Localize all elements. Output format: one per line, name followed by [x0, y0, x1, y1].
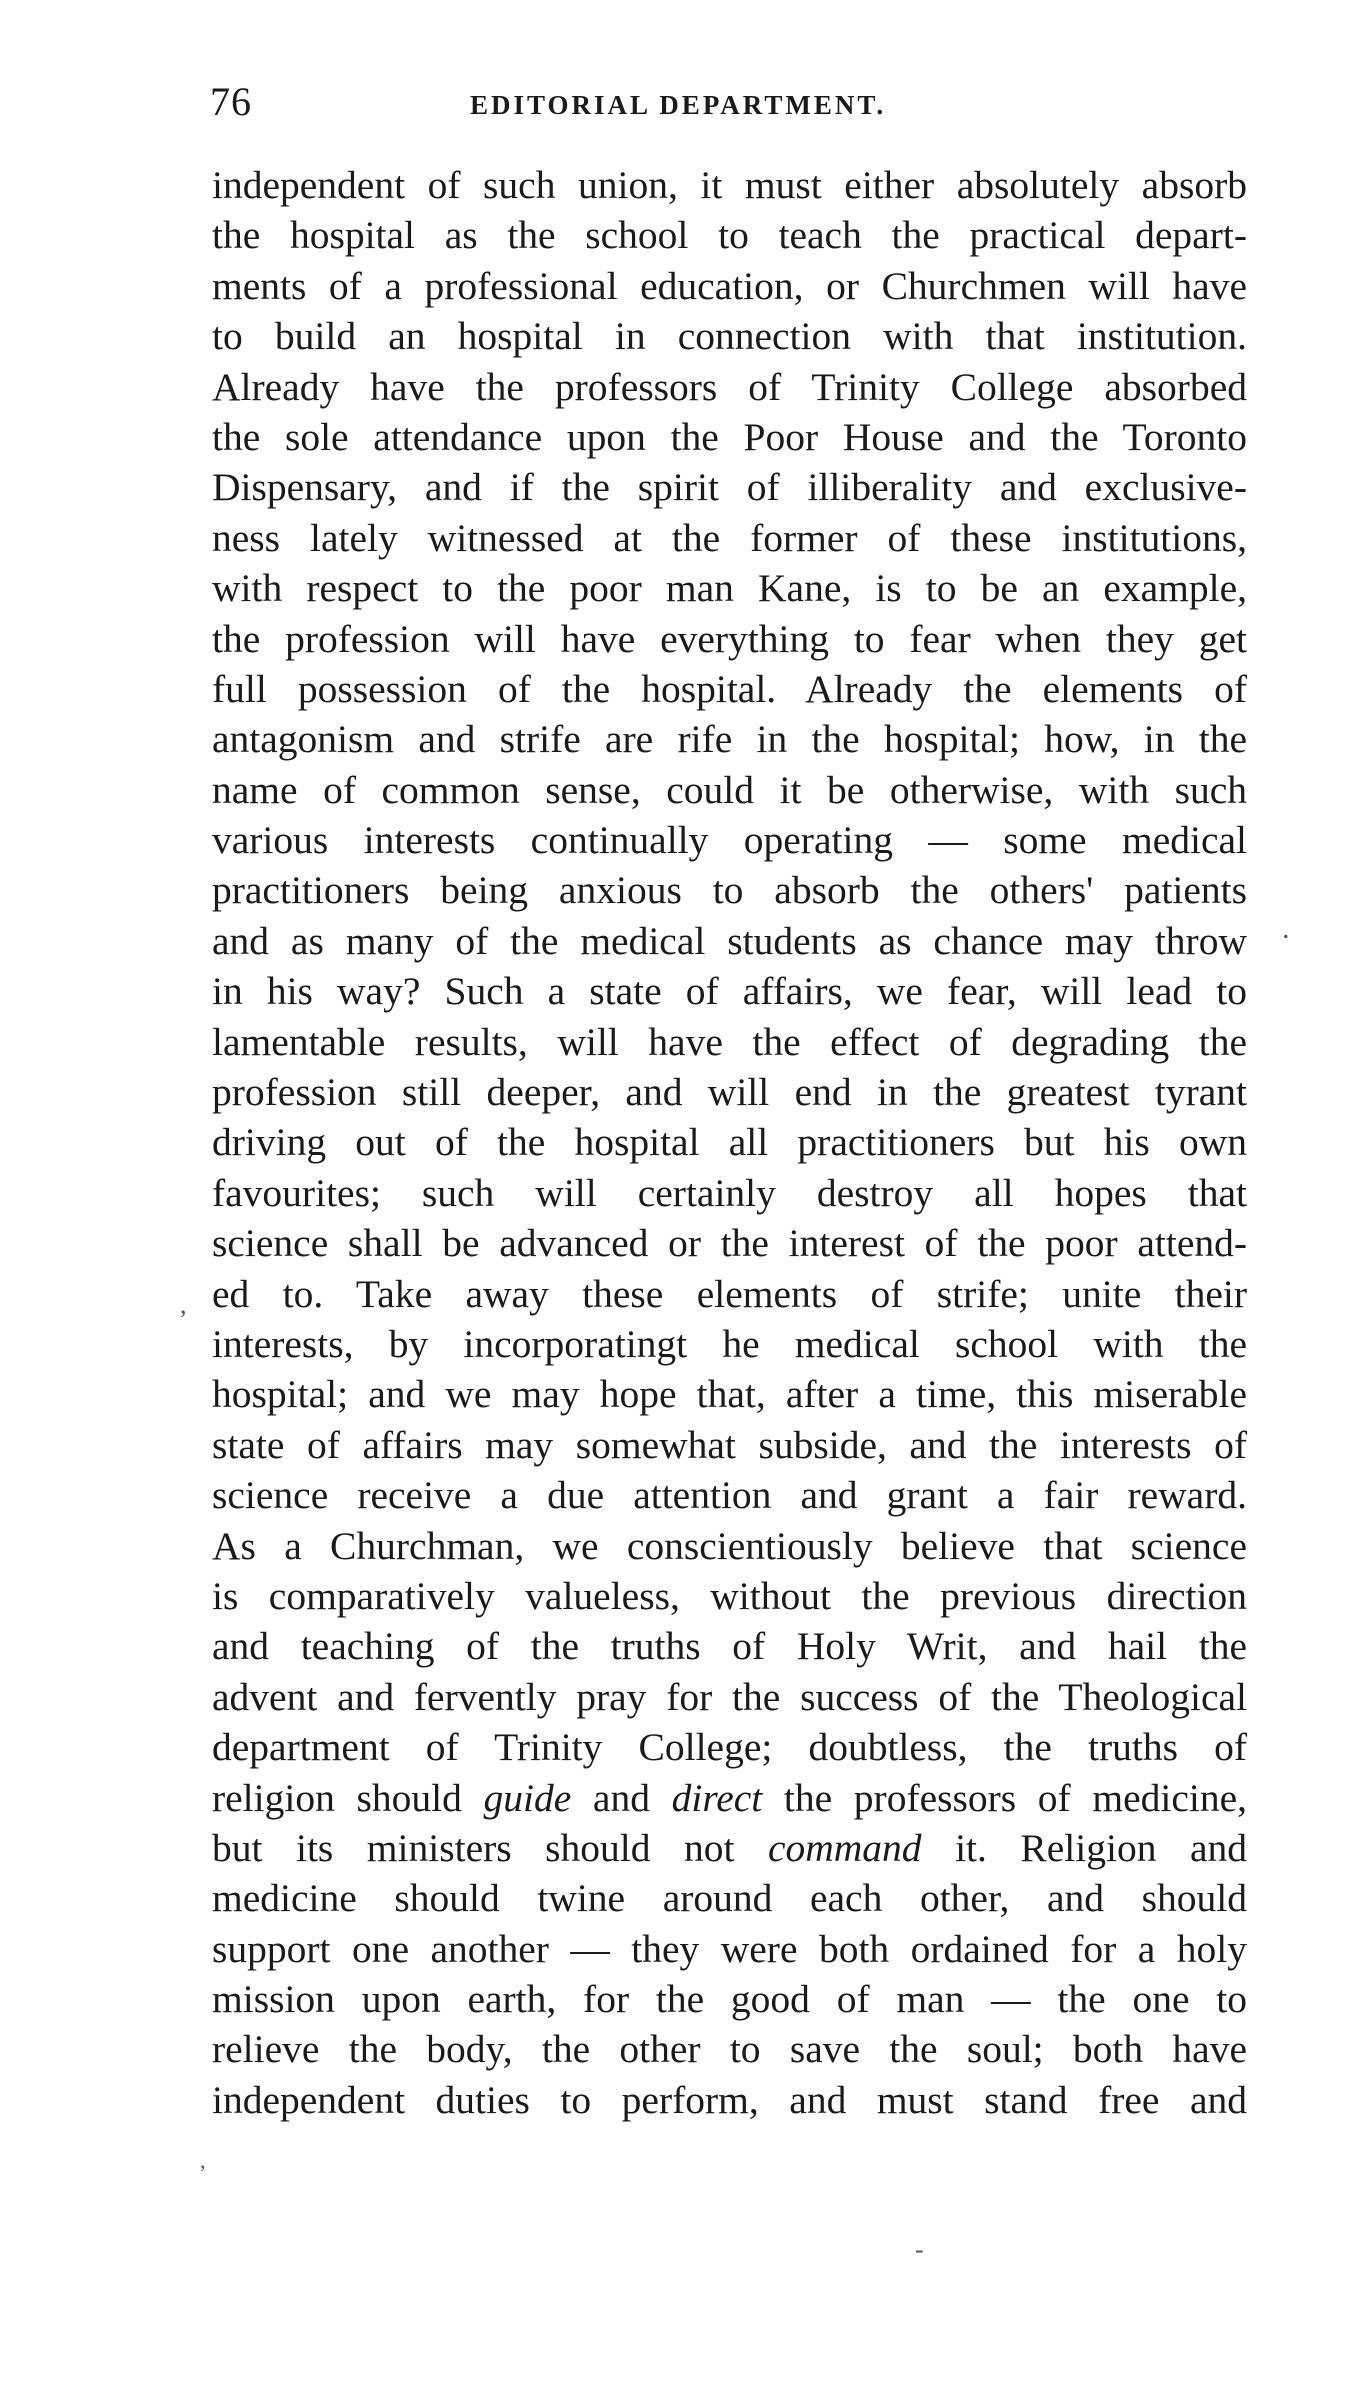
text-line: name of common sense, could it be otherwise, with such	[212, 767, 1247, 812]
text-line: relieve the body, the other to save the soul; both have	[212, 2027, 1247, 2072]
text-line: lamentable results, will have the effect of degrading the	[212, 1019, 1247, 1064]
italic-word-command: command	[767, 1825, 922, 1870]
text-line: the hospital as the school to teach the practical depart-	[212, 213, 1247, 258]
text-line: science receive a due attention and grant a fair reward.	[212, 1473, 1247, 1518]
text-line: favourites; such will certainly destroy all hopes that	[212, 1170, 1247, 1215]
text-fragment: religion should	[212, 1775, 484, 1820]
text-line: interests, by incorporatingt he medical school with the	[212, 1321, 1247, 1366]
text-line: to build an hospital in connection with that institution.	[212, 314, 1247, 359]
text-line-with-italics	[212, 1823, 1247, 1873]
text-line: mission upon earth, for the good of man — the one to	[212, 1977, 1247, 2022]
text-line: in his way? Such a state of affairs, we fear, will lead to	[212, 969, 1247, 1014]
text-line: Dispensary, and if the spirit of illiberality and exclusive-	[212, 465, 1247, 510]
text-line-with-italics	[212, 1773, 1247, 1823]
scan-speck: -	[915, 2235, 924, 2264]
text-fragment: the professors of medicine,	[762, 1775, 1247, 1820]
text-line: department of Trinity College; doubtless, the truths of	[212, 1725, 1247, 1770]
scan-speck: ,	[200, 2148, 206, 2173]
text-line: medicine should twine around each other, and should	[212, 1876, 1247, 1921]
text-line: ness lately witnessed at the former of these institutions,	[212, 515, 1247, 560]
text-line: various interests continually operating — some medical	[212, 818, 1247, 863]
text-line: ed to. Take away these elements of strife; unite their	[212, 1271, 1247, 1316]
body-text	[212, 160, 1247, 2125]
page-header	[210, 78, 1210, 138]
text-fragment: and	[571, 1775, 672, 1820]
page-number: 76	[210, 79, 252, 124]
text-line: practitioners being anxious to absorb the others' patients	[212, 868, 1247, 913]
text-line: As a Churchman, we conscientiously believe that science	[212, 1523, 1247, 1568]
text-line: driving out of the hospital all practitioners but his own	[212, 1120, 1247, 1165]
text-line: advent and fervently pray for the success of the Theological	[212, 1674, 1247, 1719]
text-line: the profession will have everything to fear when they get	[212, 616, 1247, 661]
text-fragment: but its ministers should not	[212, 1825, 768, 1870]
text-line: hospital; and we may hope that, after a time, this miserable	[212, 1372, 1247, 1417]
italic-word-direct: direct	[671, 1775, 763, 1820]
text-line: profession still deeper, and will end in the greatest tyrant	[212, 1070, 1247, 1115]
text-line: Already have the professors of Trinity College absorbed	[212, 364, 1247, 409]
italic-word-guide: guide	[483, 1775, 572, 1820]
text-line: and as many of the medical students as chance may throw	[212, 918, 1247, 963]
text-line: with respect to the poor man Kane, is to be an example,	[212, 566, 1247, 611]
scan-speck: .	[1282, 912, 1290, 945]
text-line: is comparatively valueless, without the previous direction	[212, 1573, 1247, 1618]
text-line: full possession of the hospital. Already the elements of	[212, 666, 1247, 711]
running-head: EDITORIAL DEPARTMENT.	[470, 90, 887, 120]
text-line: independent duties to perform, and must stand free and	[212, 2077, 1247, 2122]
text-line: state of affairs may somewhat subside, and the interests of	[212, 1422, 1247, 1467]
text-line: and teaching of the truths of Holy Writ, and hail the	[212, 1624, 1247, 1669]
text-line: ments of a professional education, or Churchmen will have	[212, 263, 1247, 308]
text-fragment: it. Religion and	[921, 1825, 1247, 1870]
text-line: support one another — they were both ordained for a holy	[212, 1926, 1247, 1971]
text-line: antagonism and strife are rife in the hospital; how, in the	[212, 717, 1247, 762]
scan-speck: ,	[180, 1290, 187, 1319]
text-line: the sole attendance upon the Poor House and the Toronto	[212, 414, 1247, 459]
text-line: independent of such union, it must either absolutely absorb	[212, 163, 1247, 207]
text-line: science shall be advanced or the interest of the poor attend-	[212, 1221, 1247, 1266]
